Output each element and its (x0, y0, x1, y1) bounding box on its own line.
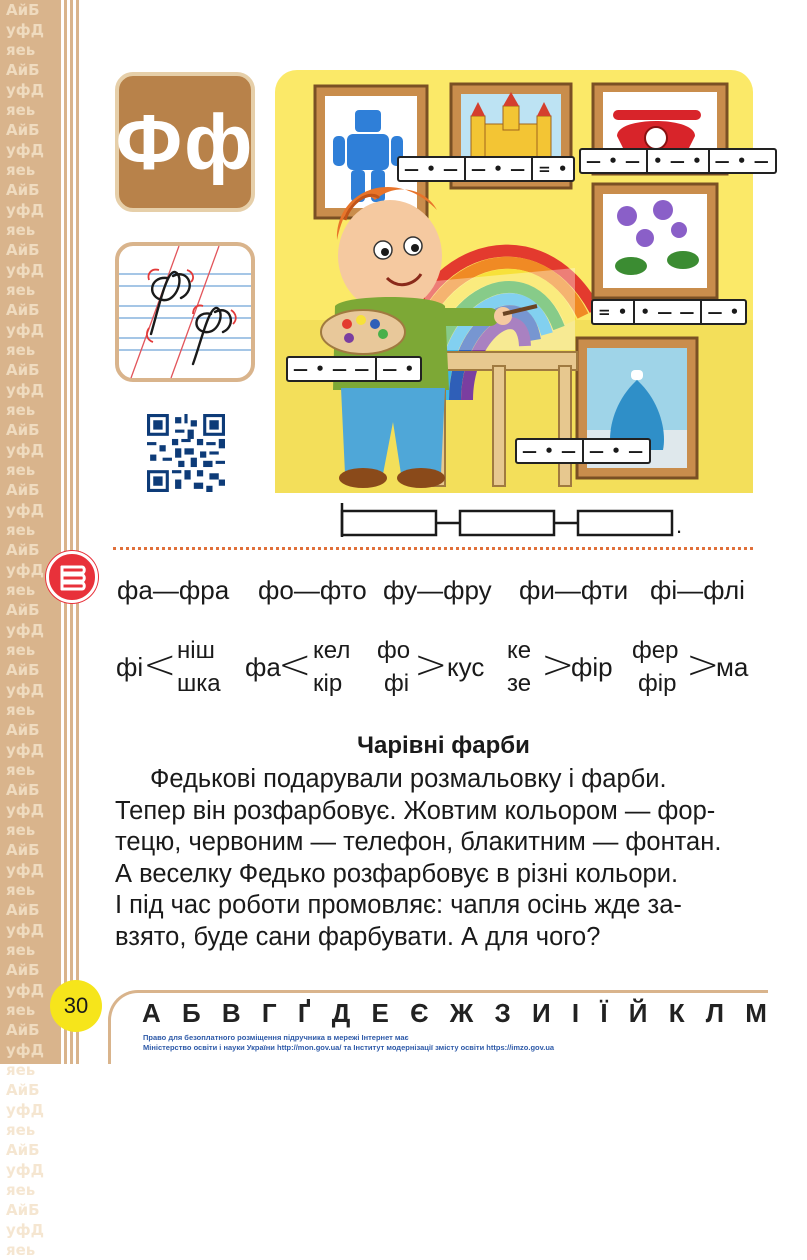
syllable-branch: шка (177, 670, 221, 697)
branch-right: > (686, 642, 720, 688)
story-line: І під час роботи промовляє: чапля осінь жде за- (115, 891, 682, 919)
page-number: 30 (50, 980, 102, 1032)
morse-cell: — • (707, 303, 741, 321)
illustration (275, 70, 753, 493)
story-line: взято, буде сани фарбувати. А для чого? (115, 922, 601, 951)
illustration-panel (275, 70, 770, 493)
decorative-letters: АйБуфДяеьАйБуфДяеьАйБуфДяеьАйБуфДяеьАйБуфДяеьАйБуфДяеьАйБуфДяеьАйБуфДяеьАйБуфДяеьАйБуфДяеьАйБуфДяеьАйБуфДяеьАйБуфДяеьАйБуфДяеьАйБуфДяеьАйБуфДяеьАйБуфДяеьАйБуфДяеьАйБуфДяеьАйБуфДяеьАйБуфДяеь (6, 1, 45, 1259)
qr-code[interactable] (147, 414, 225, 492)
morse-cell: = • (538, 160, 569, 178)
syllable-branch: фір (638, 670, 677, 697)
syllable-root: ма (716, 652, 749, 682)
morse-cell: — • — (589, 442, 645, 460)
letter-tile (115, 72, 255, 212)
syllable-root: кус (447, 652, 485, 682)
syllable-branch: кір (313, 670, 343, 697)
letter-tile-text: Фф (115, 97, 255, 186)
branch-left: < (278, 642, 312, 688)
morse-cell: — • — (399, 158, 466, 180)
morse-cell: • — • (648, 150, 710, 172)
dotted-divider (113, 547, 753, 550)
morse-cell: — • — (466, 158, 533, 180)
branch-left: < (143, 642, 177, 688)
syllable-branch: фер (632, 637, 679, 664)
copyright-note: Право для безоплатного розміщення підручника в мережі Інтернет має (143, 1033, 409, 1042)
morse-cell: — • — — (288, 358, 377, 380)
morse-cell: — • (382, 360, 416, 378)
morse-cell: — • — (714, 152, 770, 170)
syllable-root: фір (571, 652, 613, 682)
morse-code-phone (579, 148, 777, 174)
morse-code-fountain (515, 438, 651, 464)
syllable-branch: ніш (177, 637, 215, 664)
decorative-stripes (58, 0, 80, 1064)
syllable-pair: фо—фто (258, 575, 367, 605)
syllable-branch: зе (507, 670, 532, 697)
story-line: Федькові подарували розмальовку і фарби. (150, 765, 667, 793)
left-decorative-border (0, 0, 80, 1259)
branch-right: > (541, 642, 575, 688)
morse-cell: — • — (517, 440, 584, 462)
word-scheme (340, 503, 690, 537)
morse-cell: = • (593, 301, 635, 323)
story-line: Тепер він розфарбовує. Жовтим кольором — фор- (115, 796, 716, 825)
morse-code-left (286, 356, 422, 382)
syllable-branch: фо (377, 637, 411, 664)
syllable-pair: фі—флі (650, 575, 745, 605)
syllable-branch: фі (384, 670, 410, 697)
handwriting-letter-image (119, 246, 251, 378)
syllable-root: фі (116, 652, 144, 682)
scheme-period: . (676, 513, 683, 538)
morse-code-flowers (591, 299, 747, 325)
story-text (115, 764, 755, 953)
alphabet-strip: А Б В Г Ґ Д Е Є Ж З И І Ї Й К Л М (142, 998, 774, 1028)
branch-right: > (414, 642, 448, 688)
copyright-note: Міністерство освіти і науки України http://mon.gov.ua/ та Інститут модернізації змісту освіти https://imzo.gov.ua (143, 1043, 555, 1052)
morse-cell: — • — (581, 150, 648, 172)
syllable-branch: ке (507, 637, 532, 664)
story-title: Чарівні фарби (357, 732, 530, 759)
story-line: тецю, червоним — телефон, блакитним — фонтан. (115, 828, 722, 856)
morse-code-castle (397, 156, 575, 182)
handwriting-tile (115, 242, 255, 382)
syllable-pair: фу—фру (383, 575, 492, 605)
morse-cell: • — — (635, 301, 702, 323)
syllable-pair: фа—фра (117, 575, 230, 605)
syllable-pair: фи—фти (519, 575, 629, 605)
story-line: А веселку Федько розфарбовує в різні кольори. (115, 859, 679, 888)
book-icon (46, 551, 98, 603)
syllable-branch: кел (313, 637, 351, 664)
syllable-root: фа (245, 652, 281, 682)
